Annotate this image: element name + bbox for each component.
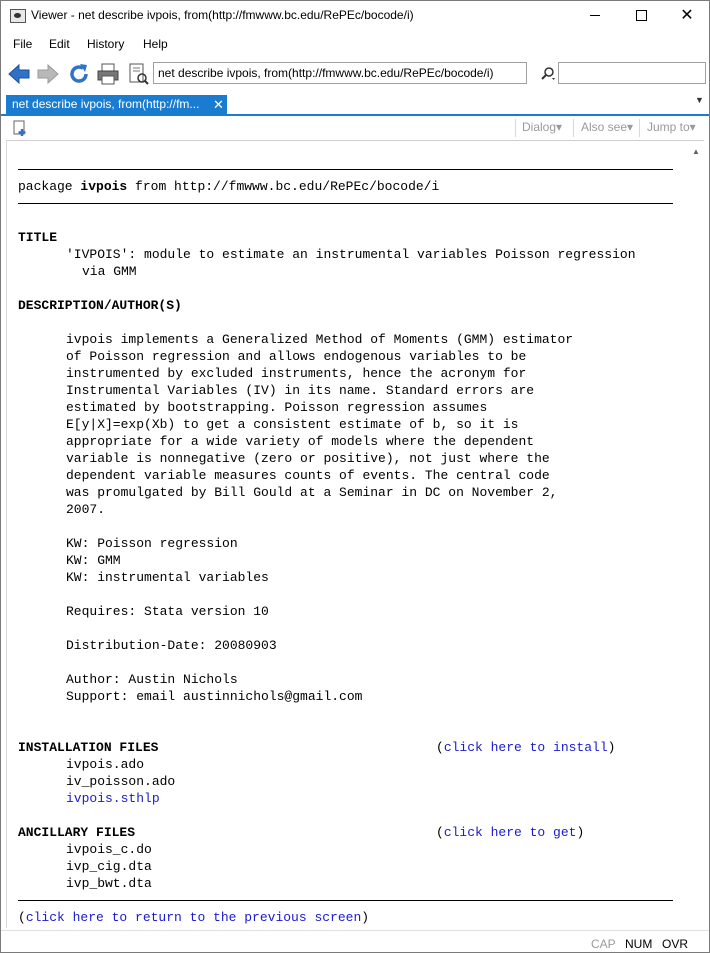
- author-line: Author: Austin Nichols: [66, 672, 238, 687]
- search-input[interactable]: [558, 62, 706, 84]
- menu-history[interactable]: History: [87, 37, 125, 51]
- installation-heading: INSTALLATION FILES: [18, 740, 159, 755]
- menu-edit[interactable]: Edit: [49, 37, 70, 51]
- description-heading: DESCRIPTION/AUTHOR(S): [18, 298, 182, 313]
- find-in-page-icon[interactable]: [126, 62, 150, 86]
- minimize-button[interactable]: [572, 1, 618, 31]
- install-link[interactable]: click here to install: [443, 740, 608, 755]
- install-link-line: [436, 739, 615, 756]
- description-line: Instrumental Variables (IV) in its name. Standard errors are: [66, 383, 535, 398]
- minimize-icon: [590, 15, 600, 16]
- ancillary-file: ivp_bwt.dta: [66, 876, 152, 891]
- viewer-app-icon: [10, 9, 26, 23]
- return-line: [18, 909, 369, 926]
- get-ancillary-link[interactable]: click here to get: [443, 825, 577, 840]
- overwrite-indicator: OVR: [662, 937, 689, 951]
- title-line-1: 'IVPOIS': module to estimate an instrumental variables Poisson regression: [66, 247, 636, 262]
- ancillary-file: ivp_cig.dta: [66, 859, 152, 874]
- menu-help[interactable]: Help: [143, 37, 168, 51]
- title-heading: TITLE: [18, 230, 58, 245]
- caps-lock-indicator: CAP: [591, 937, 616, 951]
- description-line: of Poisson regression and allows endogenous variables to be: [66, 349, 527, 364]
- package-prefix: package: [18, 179, 81, 194]
- new-tab-icon[interactable]: [12, 120, 28, 136]
- toolbar-separator: [639, 119, 640, 137]
- jump-to-button[interactable]: Jump to▾: [647, 120, 696, 134]
- viewer-content: [6, 141, 690, 928]
- keyword-line: KW: instrumental variables: [66, 570, 269, 585]
- maximize-icon: [636, 10, 647, 21]
- toolbar: [1, 58, 709, 90]
- keyword-line: KW: Poisson regression: [66, 536, 238, 551]
- paren-open: (: [18, 910, 26, 925]
- tab-net-describe[interactable]: [6, 95, 227, 115]
- num-lock-indicator: NUM: [625, 937, 653, 951]
- install-file-link[interactable]: ivpois.sthlp: [66, 791, 160, 806]
- print-icon[interactable]: [96, 62, 120, 86]
- viewer-toolbar: [6, 116, 704, 141]
- maximize-button[interactable]: [618, 1, 664, 31]
- description-line: ivpois implements a Generalized Method of Moments (GMM) estimator: [66, 332, 574, 347]
- description-line: appropriate for a wide variety of models where the dependent: [66, 434, 535, 449]
- package-name: ivpois: [80, 179, 128, 194]
- address-input[interactable]: net describe ivpois, from(http://fmwww.bc.edu/RePEc/bocode/i): [153, 62, 527, 84]
- menu-file[interactable]: File: [13, 37, 33, 51]
- package-source: from http://fmwww.bc.edu/RePEc/bocode/i: [127, 179, 440, 194]
- paren-open: (: [436, 740, 444, 755]
- ancillary-link-line: [436, 824, 584, 841]
- tab-list-chevron-icon[interactable]: ▼: [695, 95, 704, 105]
- paren-close: ): [576, 825, 585, 840]
- vertical-scrollbar[interactable]: [689, 141, 704, 928]
- close-button[interactable]: [664, 1, 710, 31]
- description-line: estimated by bootstrapping. Poisson regression assumes: [66, 400, 488, 415]
- tab-strip: [1, 93, 709, 116]
- scroll-up-icon[interactable]: ▲: [692, 147, 700, 156]
- ancillary-file: ivpois_c.do: [66, 842, 152, 857]
- support-line: Support: email austinnichols@gmail.com: [66, 689, 363, 704]
- package-line: [18, 178, 439, 195]
- close-icon: ✕: [680, 7, 694, 24]
- install-file: ivpois.ado: [66, 757, 145, 772]
- toolbar-separator: [515, 119, 516, 137]
- distribution-date: Distribution-Date: 20080903: [66, 638, 277, 653]
- description-line: 2007.: [66, 502, 106, 517]
- paren-close: ): [607, 740, 616, 755]
- description-line: was promulgated by Bill Gould at a Seminar in DC on November 2,: [66, 485, 558, 500]
- description-line: dependent variable measures counts of events. The central code: [66, 468, 550, 483]
- forward-arrow-icon[interactable]: [36, 62, 60, 86]
- tab-close-icon[interactable]: ✕: [213, 97, 224, 112]
- description-line: instrumented by excluded instruments, hence the acronym for: [66, 366, 527, 381]
- status-bar: [1, 930, 709, 953]
- also-see-button[interactable]: Also see▾: [581, 120, 634, 134]
- paren-close: ): [361, 910, 370, 925]
- ancillary-heading: ANCILLARY FILES: [18, 825, 136, 840]
- requires-line: Requires: Stata version 10: [66, 604, 269, 619]
- divider: [18, 203, 673, 204]
- paren-open: (: [436, 825, 444, 840]
- tab-label: net describe ivpois, from(http://fm...: [12, 97, 200, 111]
- toolbar-separator: [573, 119, 574, 137]
- menu-bar: [1, 32, 709, 56]
- description-line: variable is nonnegative (zero or positive), not just where the: [66, 451, 550, 466]
- title-bar: [1, 1, 709, 31]
- back-arrow-icon[interactable]: [7, 62, 31, 86]
- install-file: iv_poisson.ado: [66, 774, 176, 789]
- title-line-2: via GMM: [82, 264, 137, 279]
- return-link[interactable]: click here to return to the previous screen: [25, 910, 362, 925]
- search-icon[interactable]: [540, 66, 556, 82]
- keyword-line: KW: GMM: [66, 553, 121, 568]
- dialog-button[interactable]: Dialog▾: [522, 120, 563, 134]
- description-line: E[y|X]=exp(Xb) to get a consistent estimate of b, so it is: [66, 417, 519, 432]
- window-title: Viewer - net describe ivpois, from(http://fmwww.bc.edu/RePEc/bocode/i): [31, 8, 414, 22]
- refresh-icon[interactable]: [67, 62, 91, 86]
- divider: [18, 900, 673, 901]
- divider: [18, 169, 673, 170]
